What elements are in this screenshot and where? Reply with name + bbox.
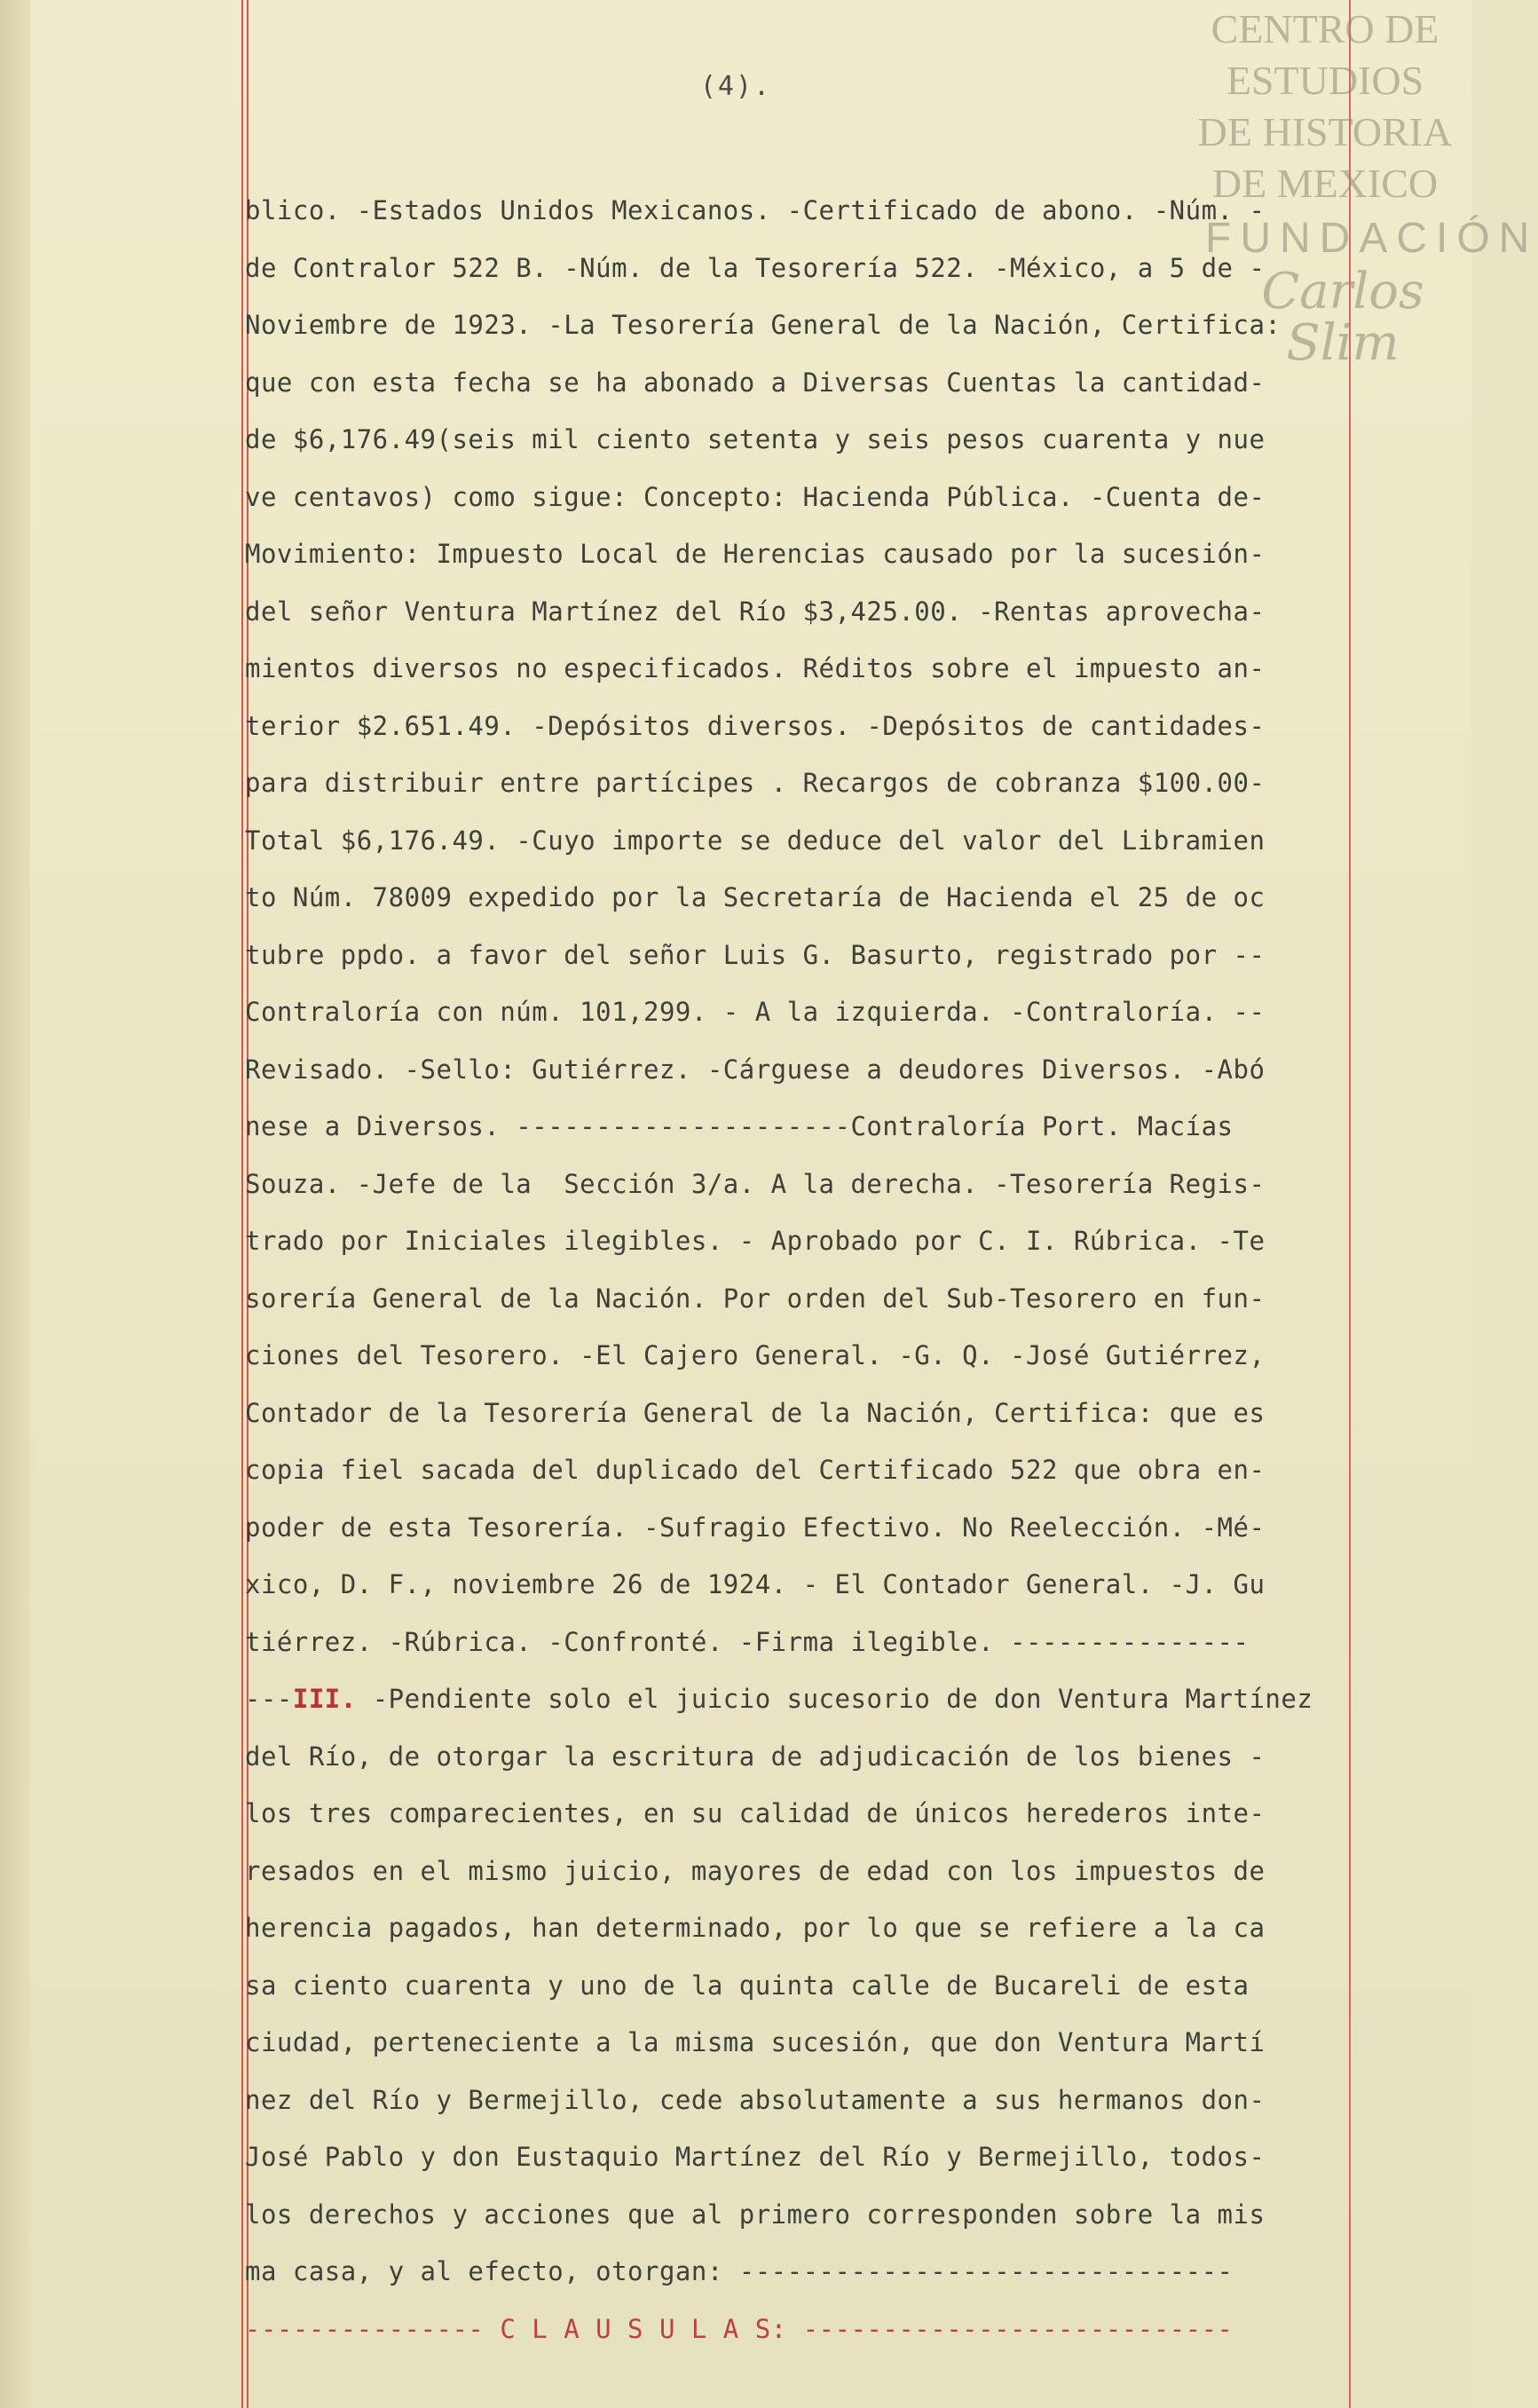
- text-line: tiérrez. -Rúbrica. -Confronté. -Firma ilegible. ---------------: [245, 1626, 1250, 1657]
- text-line: xico, D. F., noviembre 26 de 1924. - El Contador General. -J. Gu: [245, 1569, 1266, 1599]
- text-line: terior $2.651.49. -Depósitos diversos. -Depósitos de cantidades-: [245, 710, 1266, 741]
- text-line: sa ciento cuarenta y uno de la quinta calle de Bucareli de esta: [245, 1970, 1250, 2001]
- text-line: los tres comparecientes, en su calidad de únicos herederos inte-: [245, 1798, 1266, 1828]
- text-line: resados en el mismo juicio, mayores de edad con los impuestos de: [245, 1855, 1266, 1886]
- archive-watermark: [1179, 4, 1538, 372]
- watermark-line: ESTUDIOS: [1226, 58, 1424, 103]
- text-line: Contador de la Tesorería General de la Nación, Certifica: que es: [245, 1397, 1266, 1428]
- text-line: del señor Ventura Martínez del Río $3,425.00. -Rentas aprovecha-: [245, 596, 1266, 627]
- text-line: Movimiento: Impuesto Local de Herencias causado por la sucesión-: [245, 539, 1266, 569]
- watermark-line: FUNDACIÓN: [1205, 215, 1538, 262]
- watermark-line: DE HISTORIA: [1197, 109, 1453, 154]
- text-line: Noviembre de 1923. -La Tesorería General de la Nación, Certifica:: [245, 310, 1282, 340]
- text-line: ma casa, y al efecto, otorgan: -------------------------------: [245, 2256, 1234, 2286]
- text-line: nez del Río y Bermejillo, cede absolutamente a sus hermanos don-: [245, 2084, 1266, 2115]
- text-line: nese a Diversos. ---------------------Contraloría Port. Macías: [245, 1111, 1234, 1141]
- text-line: de Contralor 522 B. -Núm. de la Tesorería 522. -México, a 5 de -: [245, 252, 1266, 283]
- text-line: Revisado. -Sello: Gutiérrez. -Cárguese a deudores Diversos. -Abó: [245, 1054, 1266, 1085]
- text-line: ciones del Tesorero. -El Cajero General. -G. Q. -José Gutiérrez,: [245, 1340, 1266, 1370]
- text-line: los derechos y acciones que al primero corresponden sobre la mis: [245, 2199, 1266, 2230]
- text-line: de $6,176.49(seis mil ciento setenta y seis pesos cuarenta y nue: [245, 424, 1266, 454]
- text-line: Total $6,176.49. -Cuyo importe se deduce del valor del Libramien: [245, 825, 1266, 856]
- clausulas-heading: --------------- C L A U S U L A S: ---------------------------: [245, 2313, 1234, 2344]
- text-line: herencia pagados, han determinado, por lo que se refiere a la ca: [245, 1913, 1266, 1943]
- left-margin-rule: [241, 0, 243, 2408]
- document-body: [245, 182, 1354, 2357]
- text-line: ve centavos) como sigue: Concepto: Hacienda Pública. -Cuenta de-: [245, 481, 1266, 512]
- text-line: trado por Iniciales ilegibles. - Aprobado por C. I. Rúbrica. -Te: [245, 1226, 1266, 1256]
- text-line: ciudad, perteneciente a la misma sucesión, que don Ventura Martí: [245, 2027, 1266, 2057]
- watermark-line: CENTRO DE: [1211, 6, 1439, 51]
- watermark-signature: Carlos Slim: [1261, 263, 1424, 372]
- text-line: poder de esta Tesorería. -Sufragio Efectivo. No Reelección. -Mé-: [245, 1512, 1266, 1543]
- text-line: Contraloría con núm. 101,299. - A la izquierda. -Contraloría. --: [245, 997, 1266, 1027]
- text-line: mientos diversos no especificados. Réditos sobre el impuesto an-: [245, 653, 1266, 683]
- text-line: to Núm. 78009 expedido por la Secretaría de Hacienda el 25 de oc: [245, 882, 1266, 912]
- text-line: que con esta fecha se ha abonado a Diversas Cuentas la cantidad-: [245, 367, 1266, 398]
- section-numeral: III.: [292, 1684, 357, 1714]
- text-line: copia fiel sacada del duplicado del Certificado 522 que obra en-: [245, 1455, 1266, 1485]
- watermark-line: DE MEXICO: [1211, 161, 1439, 206]
- section-iii-line: ---III. -Pendiente solo el juicio sucesorio de don Ventura Martínez: [245, 1684, 1313, 1714]
- text-line: Souza. -Jefe de la Sección 3/a. A la derecha. -Tesorería Regis-: [245, 1168, 1266, 1199]
- text-line: sorería General de la Nación. Por orden del Sub-Tesorero en fun-: [245, 1283, 1266, 1314]
- text-line: José Pablo y don Eustaquio Martínez del Río y Bermejillo, todos-: [245, 2142, 1266, 2172]
- text-line: del Río, de otorgar la escritura de adjudicación de los bienes -: [245, 1741, 1266, 1772]
- page-left-edge: [0, 0, 30, 2408]
- text-line: blico. -Estados Unidos Mexicanos. -Certificado de abono. -Núm. -: [245, 195, 1266, 225]
- text-line: para distribuir entre partícipes . Recargos de cobranza $100.00-: [245, 768, 1266, 798]
- page-number: (4).: [699, 71, 772, 102]
- text-line: tubre ppdo. a favor del señor Luis G. Basurto, registrado por --: [245, 939, 1266, 970]
